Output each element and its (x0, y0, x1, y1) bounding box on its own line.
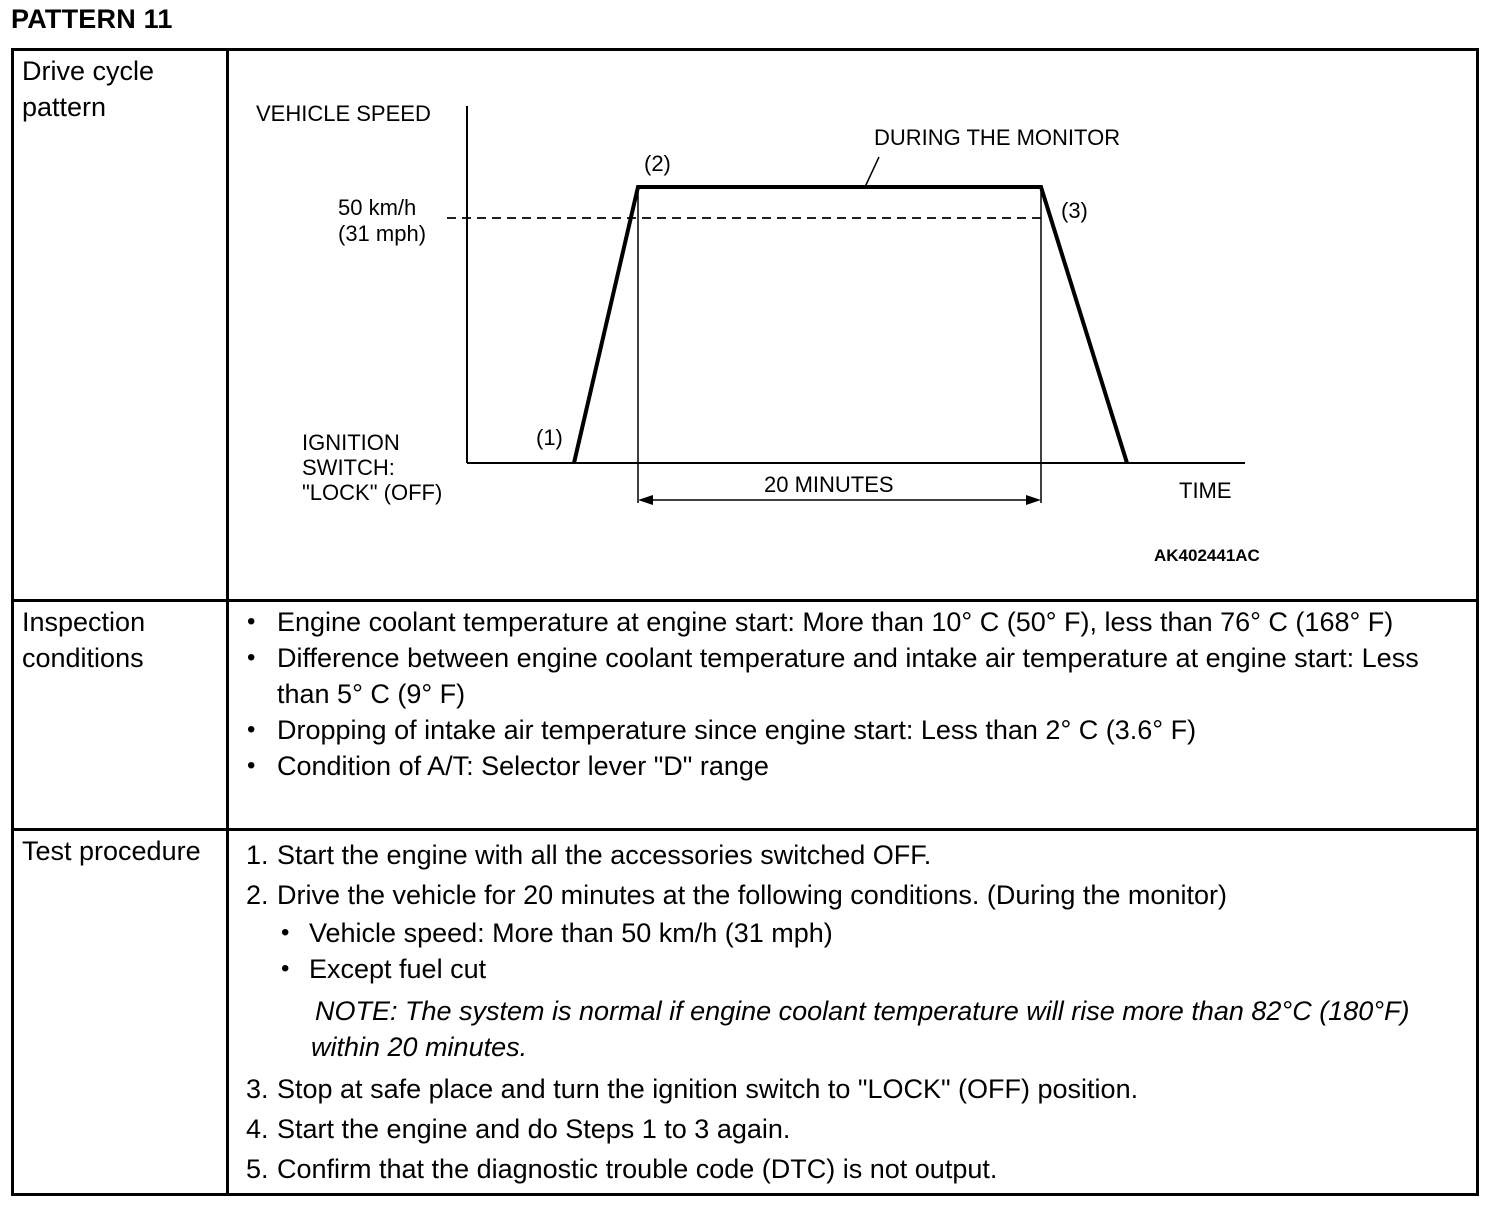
test-cell (228, 830, 1478, 1195)
drive-cycle-chart (229, 51, 1488, 597)
speed-label-mph: (31 mph) (338, 221, 427, 246)
step-number: 2. (246, 880, 269, 910)
point-2-label: (2) (644, 151, 671, 176)
step-text: Start the engine with all the accessories switched OFF. (277, 840, 932, 870)
step-number: 5. (246, 1154, 269, 1184)
step-text: Drive the vehicle for 20 minutes at the following conditions. (During the monitor) (277, 880, 1227, 910)
duration-arrow-right-head (1026, 495, 1041, 505)
test-label: Test procedure (13, 830, 228, 1195)
inspection-cell (228, 601, 1478, 830)
test-step (229, 875, 1466, 1069)
step-text: Start the engine and do Steps 1 to 3 again. (277, 1114, 791, 1144)
duration-arrow-left-head (638, 495, 653, 505)
page-title: PATTERN 11 (11, 4, 173, 34)
speed-profile-line (574, 187, 1127, 463)
test-steps (229, 835, 1466, 1189)
step-text: Confirm that the diagnostic trouble code (DTC) is not output. (277, 1154, 998, 1184)
inspection-label: Inspection conditions (13, 601, 228, 830)
figure-id: AK402441AC (1154, 546, 1260, 565)
list-item: • Difference between engine coolant temperature and intake air temperature at engine start: Less than 5° C (9° F) (229, 640, 1466, 712)
ignition-label-line1: IGNITION (302, 430, 400, 455)
ignition-label-line3: "LOCK" (OFF) (302, 480, 443, 505)
inspection-list (229, 604, 1466, 784)
step-number: 1. (246, 840, 269, 870)
list-item: • Dropping of intake air temperature since engine start: Less than 2° C (3.6° F) (229, 712, 1466, 748)
step-number: 3. (246, 1074, 269, 1104)
note-text: NOTE: The system is normal if engine coolant temperature will rise more than 82°C (180°F) within 20 minutes. (311, 996, 1410, 1062)
step-number: 4. (246, 1114, 269, 1144)
drive-cycle-diagram-cell (228, 50, 1478, 601)
test-step (229, 1109, 1466, 1149)
y-axis-label: VEHICLE SPEED (256, 101, 431, 126)
speed-label-kmh: 50 km/h (338, 195, 417, 220)
point-3-label: (3) (1061, 198, 1088, 223)
list-item: • Engine coolant temperature at engine start: More than 10° C (50° F), less than 76° C (168° F) (229, 604, 1466, 640)
drive-cycle-table (11, 48, 1479, 1196)
test-step (229, 1069, 1466, 1109)
duration-label: 20 MINUTES (764, 472, 894, 497)
table-row-test (13, 830, 1478, 1195)
test-step (229, 835, 1466, 875)
list-item: • Condition of A/T: Selector lever "D" range (229, 748, 1466, 784)
monitor-leader-line (865, 157, 879, 187)
step-text: Stop at safe place and turn the ignition switch to "LOCK" (OFF) position. (277, 1074, 1139, 1104)
ignition-label-line2: SWITCH: (302, 455, 395, 480)
monitor-label: DURING THE MONITOR (874, 125, 1121, 150)
point-1-label: (1) (536, 425, 563, 450)
x-axis-label: TIME (1179, 478, 1232, 503)
list-item: • Vehicle speed: More than 50 km/h (31 mph) (277, 915, 1466, 951)
table-row-drive-cycle (13, 50, 1478, 601)
test-step (229, 1149, 1466, 1189)
drive-cycle-label: Drive cycle pattern (13, 50, 228, 601)
step-2-conditions (277, 915, 1466, 987)
table-row-inspection (13, 601, 1478, 830)
list-item: • Except fuel cut (277, 951, 1466, 987)
